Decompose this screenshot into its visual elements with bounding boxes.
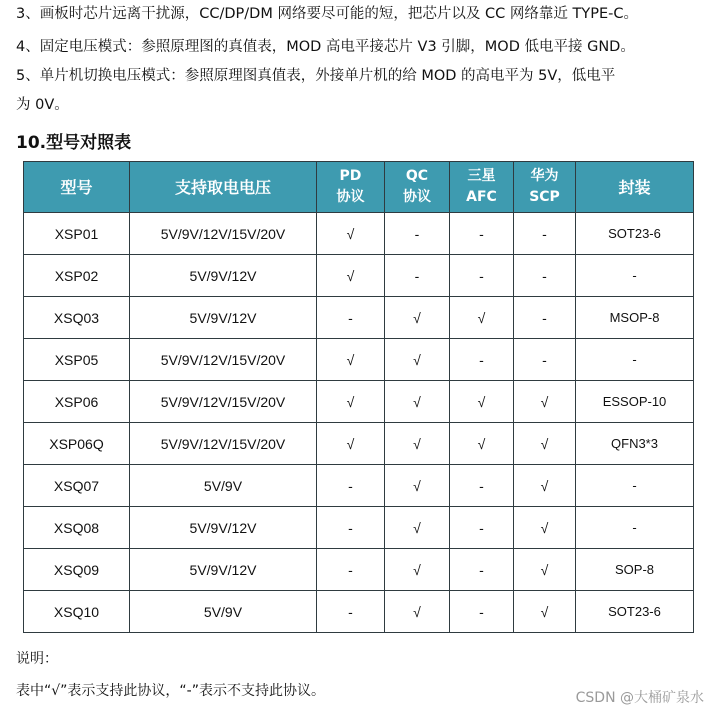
cell-afc: √ [450,381,514,423]
cell-model: XSP02 [24,255,130,297]
cell-qc: √ [385,549,450,591]
cell-afc: - [450,591,514,633]
cell-package: ESSOP-10 [576,381,694,423]
cell-pd: - [317,297,385,339]
cell-pd: - [317,507,385,549]
cell-voltage: 5V/9V/12V [130,297,317,339]
cell-pd: - [317,591,385,633]
cell-package: - [576,255,694,297]
cell-scp: √ [514,591,576,633]
table-row [24,423,694,465]
cell-afc: - [450,339,514,381]
cell-voltage: 5V/9V/12V [130,255,317,297]
cell-model: XSQ09 [24,549,130,591]
cell-afc: √ [450,423,514,465]
cell-model: XSQ03 [24,297,130,339]
header-voltage [130,162,317,213]
cell-pd: √ [317,255,385,297]
header-scp [514,162,576,213]
cell-scp: - [514,213,576,255]
cell-pd: - [317,549,385,591]
table-row [24,465,694,507]
header-package [576,162,694,213]
header-package-label: 封装 [618,177,651,197]
cell-model: XSP05 [24,339,130,381]
cell-afc: - [450,213,514,255]
paragraph-mcu-mode: 5、单片机切换电压模式：参照原理图真值表，外接单片机的给 MOD 的高电平为 5V，低电平 [16,68,616,84]
table-row [24,591,694,633]
header-afc-line2: AFC [466,189,497,205]
header-afc-line1: 三星 [467,168,496,184]
cell-qc: √ [385,465,450,507]
paragraph-layout-tip: 3、画板时芯片远离干扰源，CC/DP/DM 网络要尽可能的短，把芯片以及 CC 网络靠近 TYPE-C。 [16,6,638,22]
cell-voltage: 5V/9V [130,591,317,633]
cell-package: MSOP-8 [576,297,694,339]
cell-model: XSQ10 [24,591,130,633]
note-label: 说明： [16,651,58,667]
paragraph-fixed-voltage: 4、固定电压模式：参照原理图的真值表，MOD 高电平接芯片 V3 引脚，MOD 低电平接 GND。 [16,39,635,55]
cell-pd: √ [317,339,385,381]
cell-package: SOT23-6 [576,591,694,633]
cell-qc: √ [385,507,450,549]
section-title: 10.型号对照表 [16,133,132,153]
cell-qc: √ [385,381,450,423]
cell-qc: √ [385,339,450,381]
cell-package: SOT23-6 [576,213,694,255]
cell-qc: - [385,213,450,255]
cell-scp: - [514,255,576,297]
cell-model: XSP06Q [24,423,130,465]
header-pd-line2: 协议 [336,189,365,205]
header-pd [317,162,385,213]
header-qc-line2: 协议 [403,189,431,205]
cell-model: XSP06 [24,381,130,423]
cell-voltage: 5V/9V/12V/15V/20V [130,423,317,465]
cell-voltage: 5V/9V/12V [130,507,317,549]
table-row [24,381,694,423]
cell-afc: √ [450,297,514,339]
cell-package: - [576,339,694,381]
table-row [24,507,694,549]
cell-model: XSP01 [24,213,130,255]
table-row [24,549,694,591]
cell-voltage: 5V/9V/12V/15V/20V [130,381,317,423]
cell-model: XSQ08 [24,507,130,549]
cell-model: XSQ07 [24,465,130,507]
header-voltage-label: 支持取电电压 [174,177,271,197]
header-model [24,162,130,213]
cell-voltage: 5V/9V/12V/15V/20V [130,213,317,255]
table-row [24,339,694,381]
cell-afc: - [450,465,514,507]
cell-qc: √ [385,591,450,633]
cell-scp: √ [514,381,576,423]
watermark: CSDN @大桶矿泉水 [575,690,704,706]
cell-package: QFN3*3 [576,423,694,465]
cell-afc: - [450,507,514,549]
cell-afc: - [450,255,514,297]
cell-pd: √ [317,381,385,423]
header-pd-line1: PD [339,168,362,184]
table-row [24,213,694,255]
table-row [24,255,694,297]
header-row [24,162,694,213]
cell-qc: √ [385,297,450,339]
cell-scp: - [514,297,576,339]
header-qc [385,162,450,213]
cell-scp: √ [514,507,576,549]
header-afc [450,162,514,213]
cell-voltage: 5V/9V [130,465,317,507]
header-model-label: 型号 [60,177,93,197]
cell-scp: √ [514,549,576,591]
cell-voltage: 5V/9V/12V/15V/20V [130,339,317,381]
cell-package: - [576,507,694,549]
cell-pd: - [317,465,385,507]
cell-scp: √ [514,423,576,465]
cell-qc: √ [385,423,450,465]
paragraph-mcu-mode-cont: 为 0V。 [16,97,69,113]
cell-scp: √ [514,465,576,507]
table-body [24,213,694,633]
model-comparison-table [23,161,694,633]
table-row [24,297,694,339]
note-text: 表中“√”表示支持此协议，“-”表示不支持此协议。 [16,683,325,699]
cell-qc: - [385,255,450,297]
cell-pd: √ [317,423,385,465]
header-qc-line1: QC [405,168,429,184]
table-header [24,162,694,213]
cell-package: SOP-8 [576,549,694,591]
cell-pd: √ [317,213,385,255]
cell-voltage: 5V/9V/12V [130,549,317,591]
cell-scp: - [514,339,576,381]
cell-package: - [576,465,694,507]
header-scp-line1: 华为 [530,168,559,184]
cell-afc: - [450,549,514,591]
header-scp-line2: SCP [529,189,560,205]
